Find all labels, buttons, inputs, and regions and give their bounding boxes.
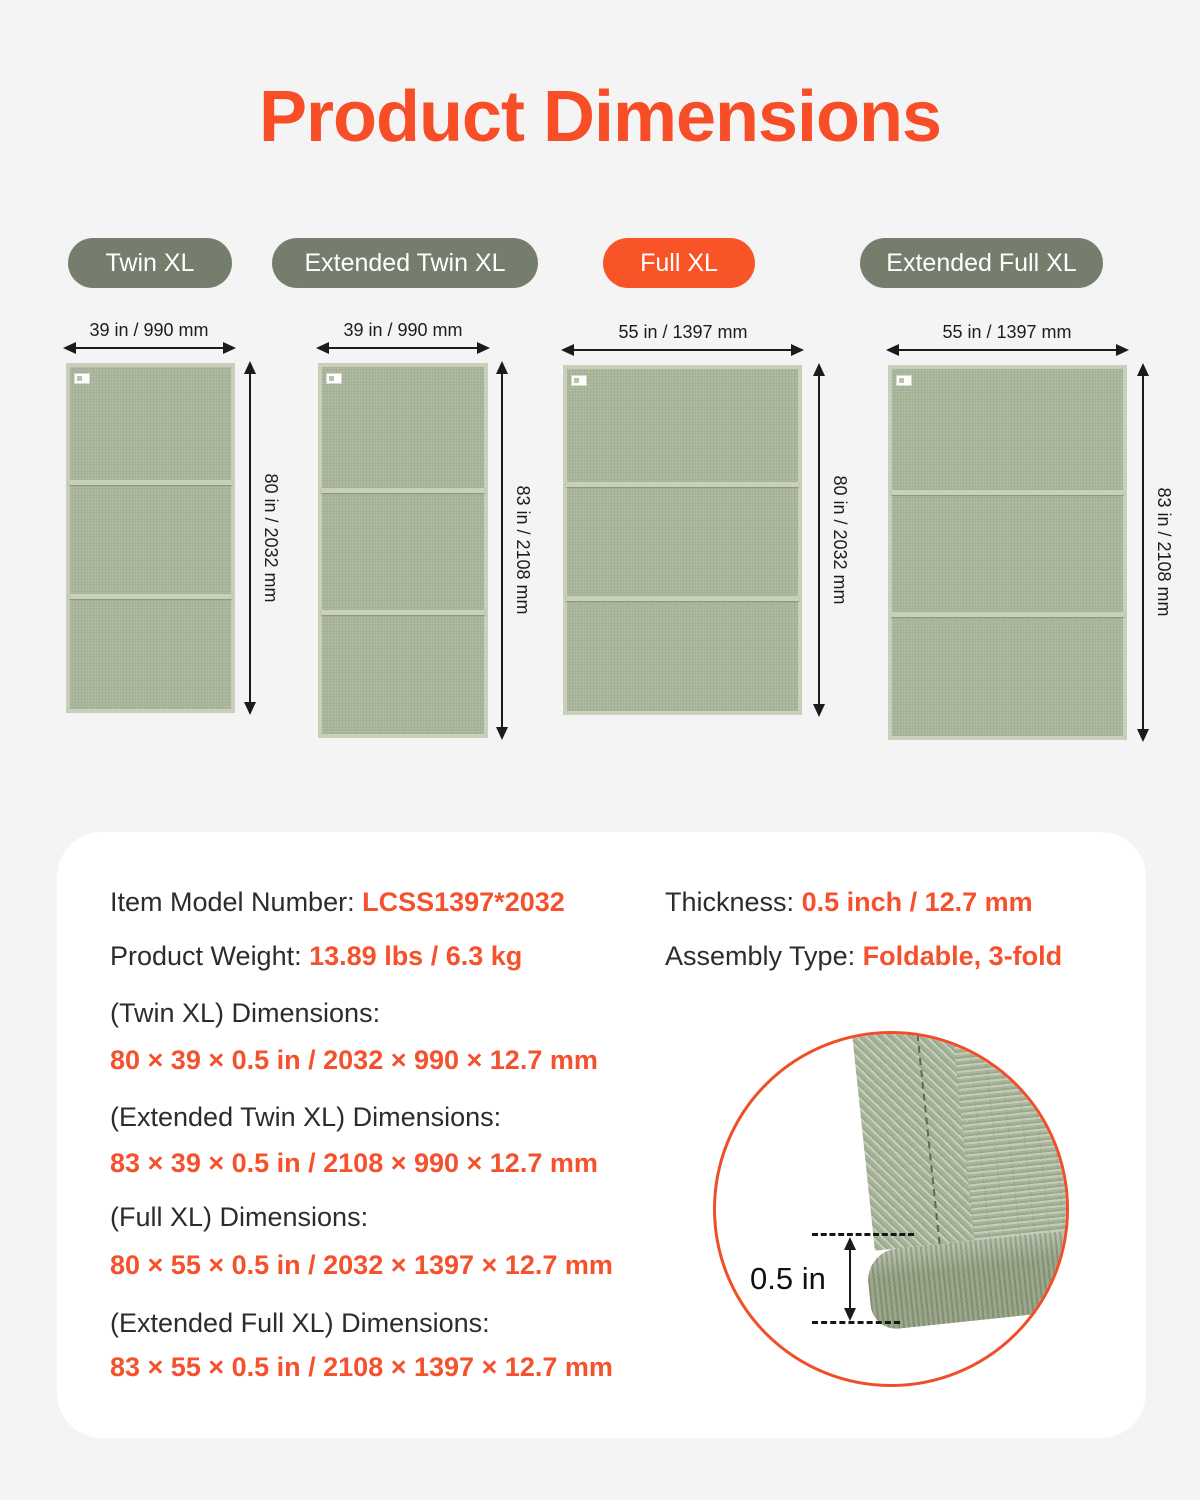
thickness-closeup-circle [713,1031,1069,1387]
width-dimension-label: 55 in / 1397 mm [942,322,1072,342]
dimensions-value-extended-full-xl: 83 × 55 × 0.5 in / 2108 × 1397 × 12.7 mm [110,1352,613,1382]
width-arrow-icon [888,349,1127,351]
dimensions-label-extended-full-xl: (Extended Full XL) Dimensions: [110,1308,490,1338]
page-title: Product Dimensions [258,77,942,157]
height-dimension-label: 83 in / 2108 mm [1154,487,1174,617]
height-dimension-label: 80 in / 2032 mm [830,475,850,605]
height-arrow-icon [818,365,820,715]
dimensions-value-extended-twin-xl: 83 × 39 × 0.5 in / 2108 × 990 × 12.7 mm [110,1148,598,1178]
width-dimension-label: 39 in / 990 mm [89,320,209,340]
mat-image-full-xl [563,365,802,715]
fold-line [321,610,485,615]
mat-image-extended-full-xl [888,365,1127,740]
fold-line [69,594,232,599]
dimensions-label-extended-twin-xl: (Extended Twin XL) Dimensions: [110,1102,502,1132]
fold-line [566,482,799,487]
mat-image-extended-twin-xl [318,363,488,738]
mat-image-twin-xl [66,363,235,713]
mat-label-tag [326,373,342,384]
height-arrow-icon [1142,365,1144,740]
model-number-row [110,886,565,919]
width-dimension-label: 39 in / 990 mm [343,320,463,340]
fold-line [69,480,232,485]
dimensions-value-full-xl: 80 × 55 × 0.5 in / 2032 × 1397 × 12.7 mm [110,1250,613,1280]
product-weight-row [110,940,522,973]
fold-line [321,488,485,493]
height-dimension-label: 80 in / 2032 mm [261,473,281,603]
width-arrow-icon [65,347,234,349]
thickness-arrow-icon [849,1239,851,1319]
fold-line [891,490,1124,495]
model-number-value: LCSS1397*2032 [362,887,565,917]
width-arrow-icon [563,349,802,351]
dimensions-value-twin-xl: 80 × 39 × 0.5 in / 2032 × 990 × 12.7 mm [110,1045,598,1075]
model-number-label: Item Model Number: [110,887,355,917]
size-pill-extended-twin-xl [272,238,538,288]
thickness-value: 0.5 inch / 12.7 mm [801,887,1033,917]
width-arrow-icon [318,347,488,349]
thickness-label: Thickness: [665,887,795,917]
height-dimension-label: 83 in / 2108 mm [513,485,533,615]
size-pill-full-xl [603,238,755,288]
size-pill-label: Extended Twin XL [304,248,506,277]
assembly-type-row [665,940,1062,973]
size-pill-twin-xl [68,238,232,288]
fold-line [891,612,1124,617]
dimensions-label-full-xl: (Full XL) Dimensions: [110,1202,369,1232]
mat-label-tag [571,375,587,386]
height-arrow-icon [249,363,251,713]
fold-line [566,596,799,601]
height-arrow-icon [501,363,503,738]
product-weight-value: 13.89 lbs / 6.3 kg [309,941,523,971]
measure-dash-top [812,1233,914,1236]
assembly-type-label: Assembly Type: [665,941,856,971]
thickness-callout-label: 0.5 in [750,1261,826,1296]
measure-dash-bottom [812,1321,900,1324]
mat-label-tag [896,375,912,386]
product-weight-label: Product Weight: [110,941,302,971]
size-pill-label: Extended Full XL [886,248,1077,277]
assembly-type-value: Foldable, 3-fold [862,941,1063,971]
size-pill-label: Twin XL [105,248,195,277]
size-pill-extended-full-xl [860,238,1103,288]
thickness-row [665,886,1033,919]
width-dimension-label: 55 in / 1397 mm [618,322,748,342]
size-pill-label: Full XL [640,248,718,277]
mat-label-tag [74,373,90,384]
mat-corner-photo [849,1031,1069,1337]
dimensions-label-twin-xl: (Twin XL) Dimensions: [110,998,381,1028]
